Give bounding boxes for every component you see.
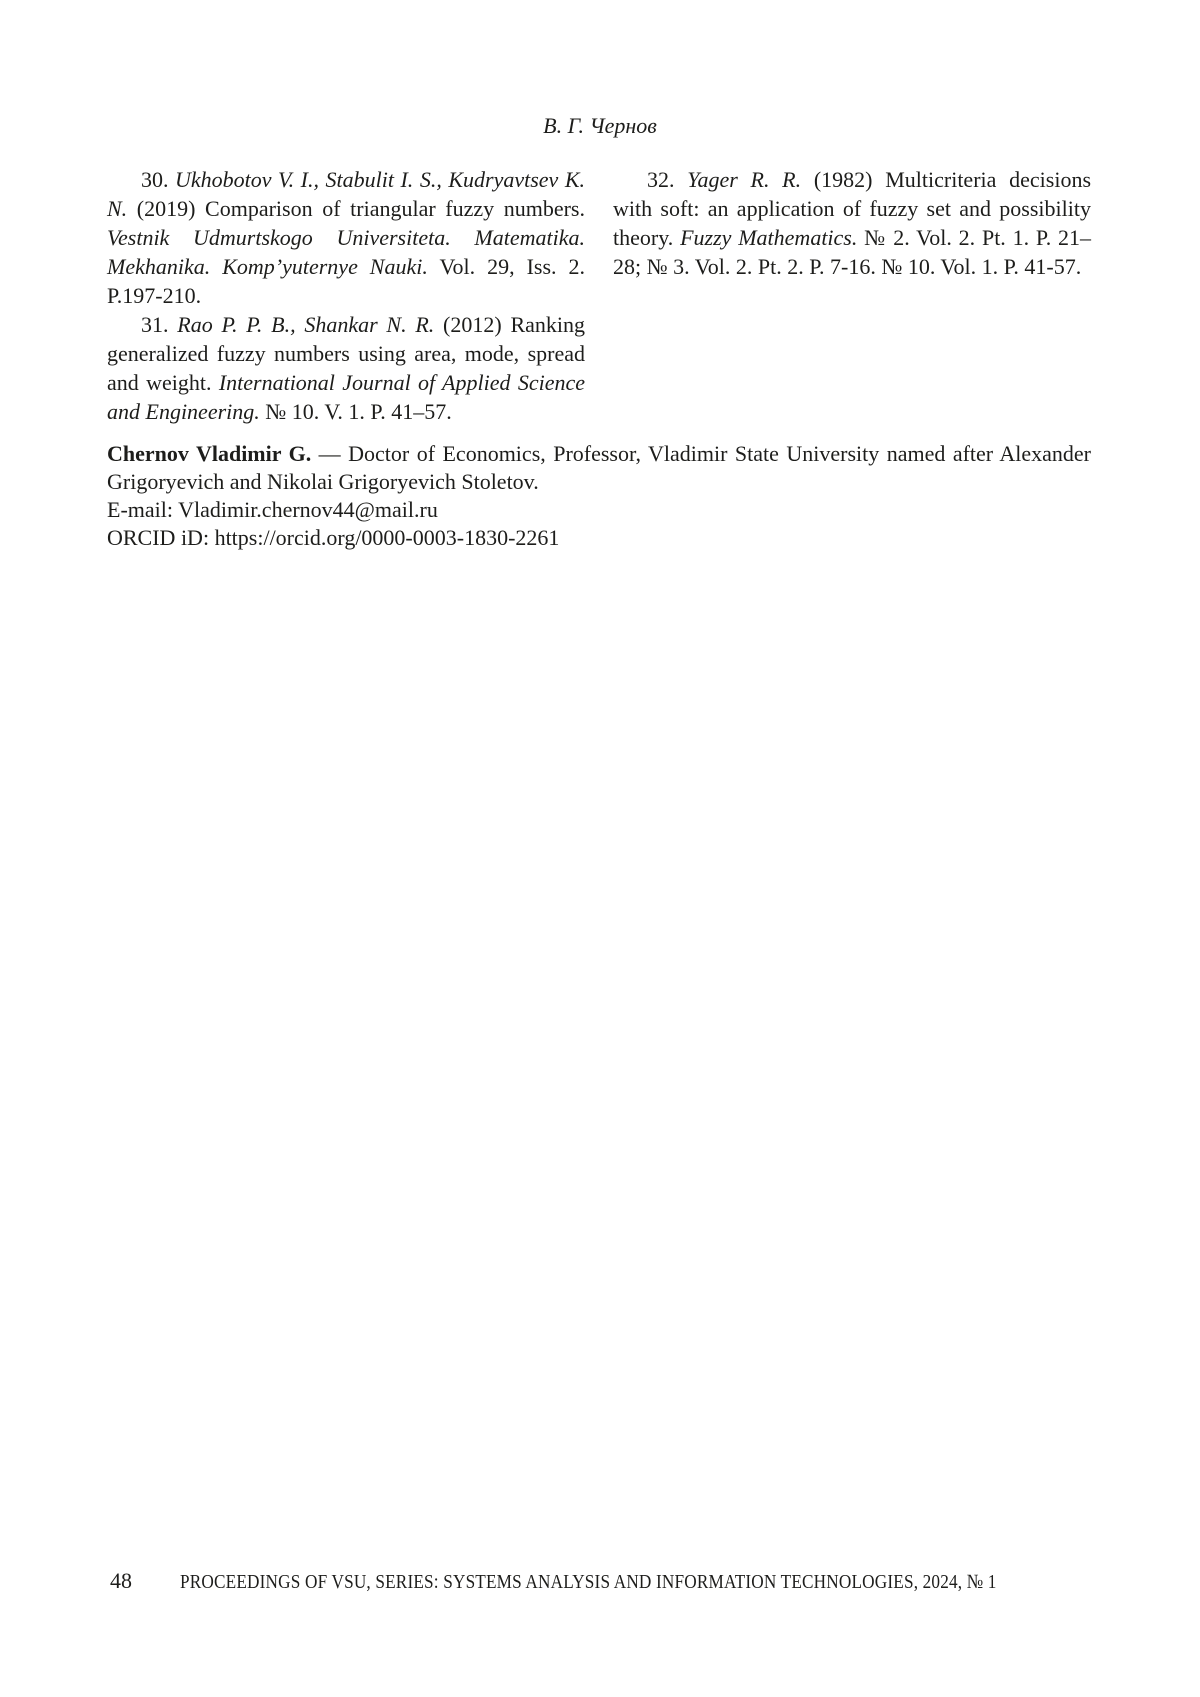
journal-footer-title: PROCEEDINGS OF VSU, SERIES: SYSTEMS ANALYSIS AND INFORMATION TECHNOLOGIES, 2024, № 1	[180, 1571, 997, 1593]
reference-segment: 30.	[141, 167, 176, 192]
reference-segment: № 2. Vol. 2. Pt. 1. P. 21–28; № 3. Vol. 2. Pt. 2. P. 7-16. № 10. Vol. 1. P. 41-57.	[613, 225, 1092, 279]
reference-segment: (1982) Multicriteria decisions with soft: an application of fuzzy set and possibility theory.	[613, 167, 1091, 250]
author-affiliation: — Doctor of Economics, Professor, Vladimir State University named after Alexander Grigoryevich and Nikolai Grigoryevich Stoletov.	[107, 441, 1091, 494]
reference-segment: 32.	[647, 167, 688, 192]
page-footer	[110, 1568, 1090, 1595]
running-head: В. Г. Чернов	[543, 113, 657, 138]
reference-segment: Vol. 29, Iss. 2. P.197-210.	[107, 254, 586, 308]
reference-segment: (2019) Comparison of triangular fuzzy numbers.	[127, 196, 585, 221]
reference-segment-italic: Rao P. P. B., Shankar N. R.	[177, 312, 435, 337]
author-name: Chernov Vladimir G.	[107, 441, 312, 466]
author-bio	[0, 440, 1200, 552]
reference-segment-italic: International Journal of Applied Science and Engineering.	[107, 370, 585, 424]
reference-item	[613, 165, 1091, 281]
author-orcid-line	[107, 524, 1091, 552]
reference-segment: 31.	[141, 312, 178, 337]
reference-segment: (2012) Ranking generalized fuzzy numbers using area, mode, spread and weight.	[107, 312, 586, 395]
reference-segment-italic: Vestnik Udmurtskogo Universiteta. Matematika. Mekhanika. Komp’yuternye Nauki.	[107, 225, 585, 279]
author-email-line	[107, 496, 1091, 524]
orcid-label: ORCID iD:	[107, 525, 215, 550]
reference-item	[107, 310, 585, 426]
author-orcid-url: https://orcid.org/0000-0003-1830-2261	[214, 525, 560, 550]
author-email: Vladimir.chernov44@mail.ru	[178, 497, 438, 522]
reference-segment-italic: Ukhobotov V. I., Stabulit I. S., Kudryavtsev K. N.	[107, 167, 585, 221]
reference-segment-italic: Fuzzy Mathematics.	[680, 225, 858, 250]
reference-segment: № 10. V. 1. P. 41–57.	[259, 399, 452, 424]
author-bio-paragraph	[107, 440, 1091, 496]
reference-item	[107, 165, 585, 310]
page-number: 48	[110, 1568, 132, 1593]
reference-segment-italic: Yager R. R.	[687, 167, 802, 192]
email-label: E-mail:	[107, 497, 179, 522]
references-column-right	[613, 165, 1091, 426]
references-column-left	[107, 165, 585, 426]
references-section	[0, 165, 1200, 426]
